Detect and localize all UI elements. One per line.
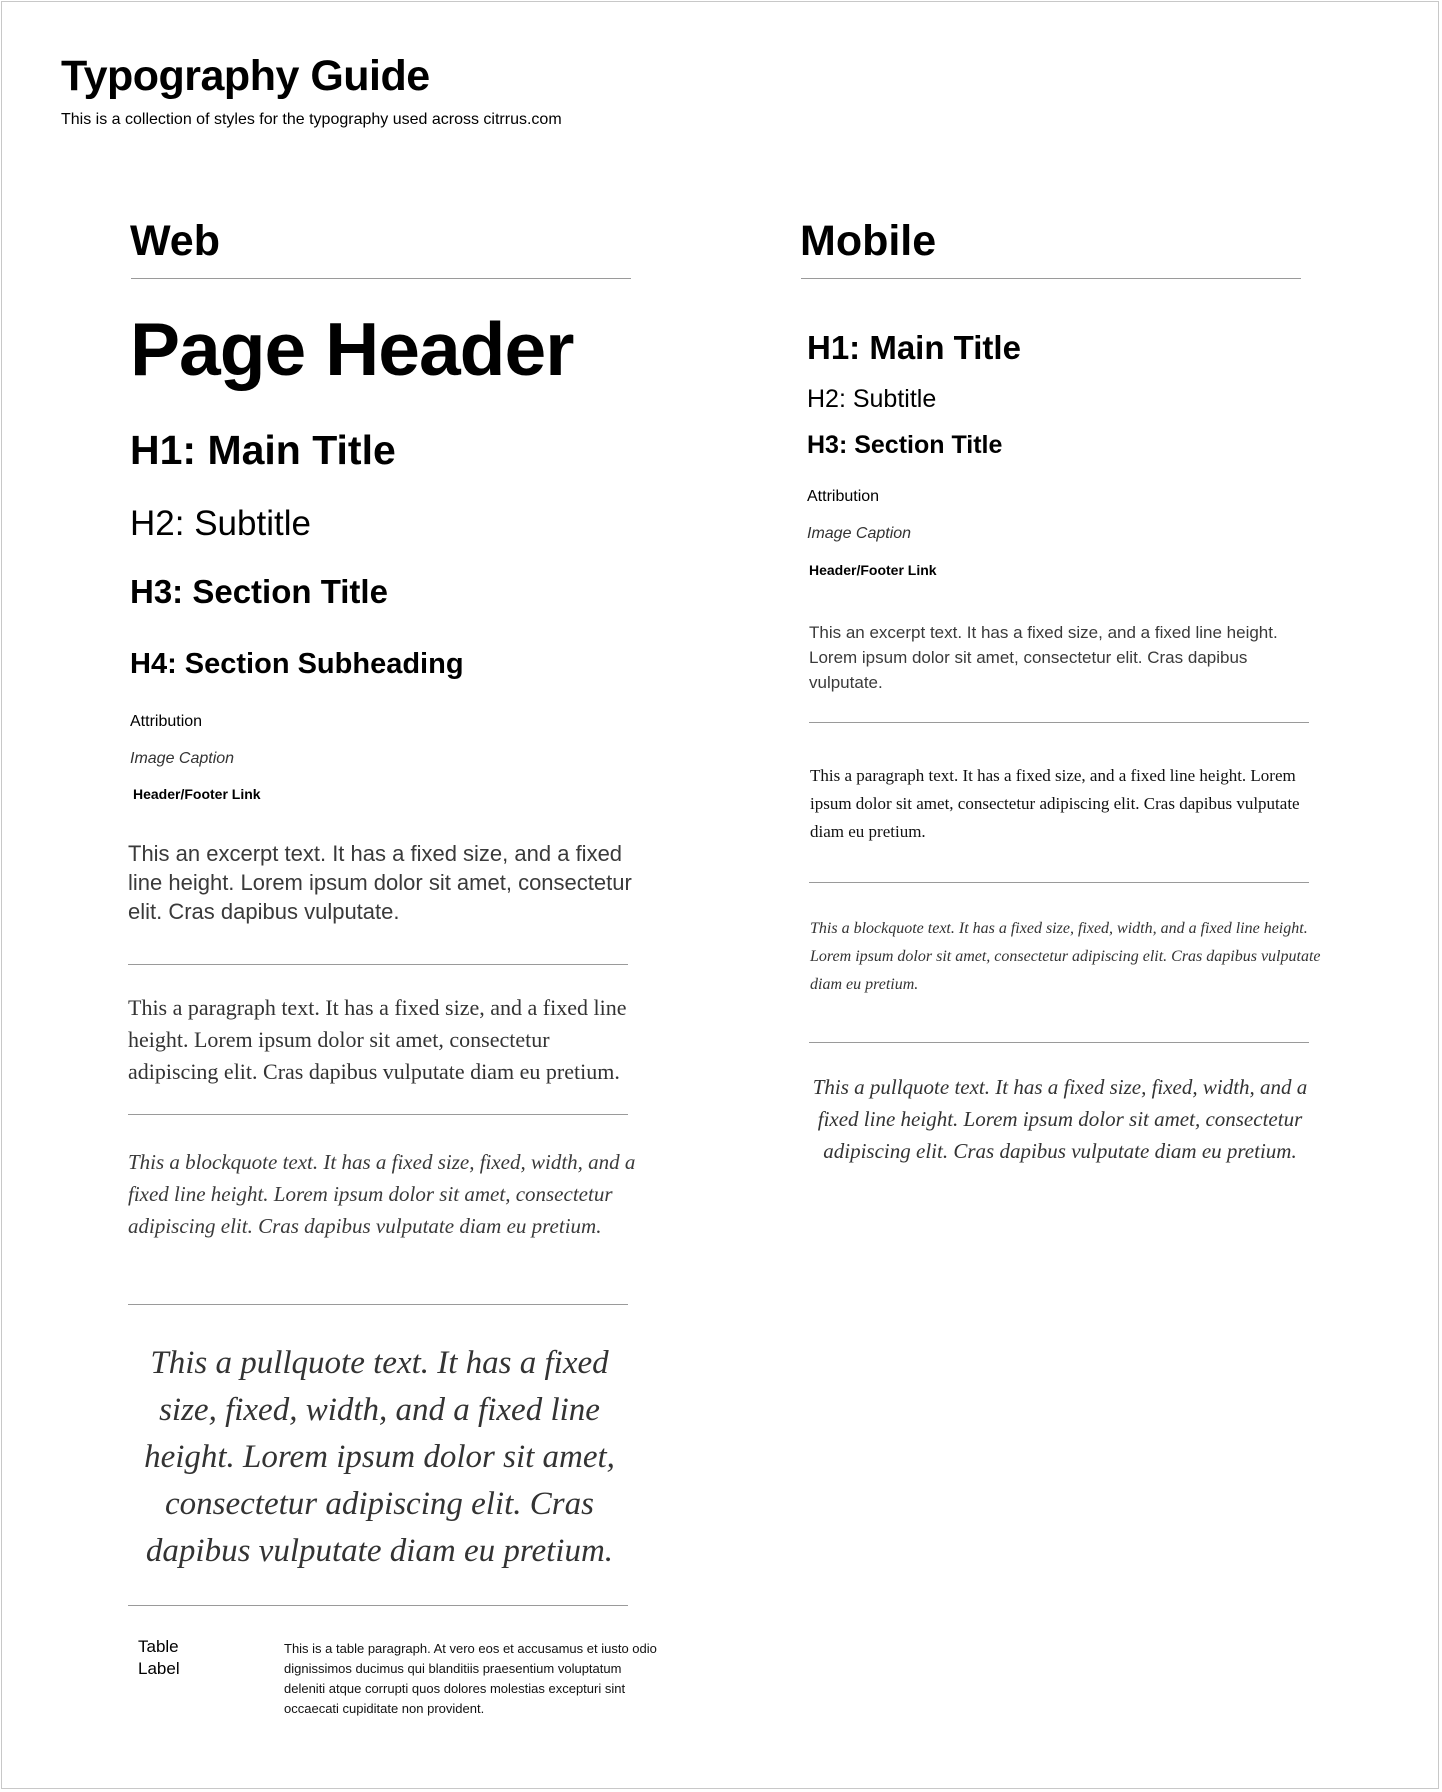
web-column-title: Web [130, 217, 220, 265]
mobile-column-title: Mobile [800, 217, 937, 265]
web-page-header-sample: Page Header [130, 307, 574, 391]
mobile-divider-3 [809, 1042, 1309, 1043]
mobile-h1-sample: H1: Main Title [807, 329, 1021, 366]
web-h1-sample: H1: Main Title [130, 427, 396, 473]
web-h3-sample: H3: Section Title [130, 573, 388, 610]
mobile-pullquote-sample: This a pullquote text. It has a fixed size, fixed, width, and a fixed line height. Lorem ipsum dolor sit amet, consectetur adipiscing elit. Cras dapibus vulputate diam eu pretium. [812, 1075, 1308, 1163]
web-title-divider [131, 278, 631, 279]
web-h2-sample: H2: Subtitle [130, 504, 311, 543]
web-table-paragraph-sample: This is a table paragraph. At vero eos et accusamus et iusto odio dignissimos ducimus qui blanditiis praesentium voluptatum deleniti atque corrupti quos dolores molestias excepturi sint occaecati cupiditate non provident. [284, 1641, 657, 1716]
web-excerpt-sample: This an excerpt text. It has a fixed size, and a fixed line height. Lorem ipsum dolor sit amet, consectetur elit. Cras dapibus vulputate. [128, 841, 632, 924]
guide-title: Typography Guide [61, 52, 430, 100]
mobile-h3-sample: H3: Section Title [807, 431, 1003, 459]
mobile-title-divider [801, 278, 1301, 279]
web-blockquote-sample: This a blockquote text. It has a fixed size, fixed, width, and a fixed line height. Lorem ipsum dolor sit amet, consectetur adipiscing elit. Cras dapibus vulputate diam eu pretium. [128, 1150, 636, 1238]
web-h4-sample: H4: Section Subheading [130, 648, 464, 680]
web-paragraph-sample: This a paragraph text. It has a fixed size, and a fixed line height. Lorem ipsum dolor sit amet, consectetur adipiscing elit. Cras dapibus vulputate diam eu pretium. [128, 995, 627, 1084]
web-image-caption-sample: Image Caption [130, 750, 235, 767]
web-table-label-sample: Table Label [138, 1637, 180, 1678]
web-attribution-sample: Attribution [130, 713, 203, 730]
mobile-divider-2 [809, 882, 1309, 883]
mobile-attribution-sample: Attribution [807, 488, 880, 505]
mobile-paragraph-sample: This a paragraph text. It has a fixed size, and a fixed line height. Lorem ipsum dolor sit amet, consectetur adipiscing elit. Cras dapibus vulputate diam eu pretium. [810, 766, 1300, 841]
mobile-excerpt-sample: This an excerpt text. It has a fixed size, and a fixed line height. Lorem ipsum dolor sit amet, consectetur elit. Cras dapibus vulputate. [809, 623, 1278, 692]
web-header-footer-link-sample[interactable]: Header/Footer Link [133, 786, 261, 802]
mobile-image-caption-sample: Image Caption [807, 525, 912, 542]
mobile-header-footer-link-sample[interactable]: Header/Footer Link [809, 562, 937, 578]
mobile-divider-1 [809, 722, 1309, 723]
guide-subtitle: This is a collection of styles for the typography used across citrrus.com [61, 111, 562, 128]
web-divider-1 [128, 964, 628, 965]
web-pullquote-sample: This a pullquote text. It has a fixed size, fixed, width, and a fixed line height. Lorem ipsum dolor sit amet, consectetur adipiscing elit. Cras dapibus vulputate diam eu pretium. [144, 1345, 615, 1569]
web-divider-3 [128, 1304, 628, 1305]
mobile-blockquote-sample: This a blockquote text. It has a fixed size, fixed, width, and a fixed line height. Lorem ipsum dolor sit amet, consectetur adipiscing elit. Cras dapibus vulputate diam eu pretium. [810, 920, 1321, 993]
mobile-h2-sample: H2: Subtitle [807, 385, 937, 413]
web-divider-4 [128, 1605, 628, 1606]
web-divider-2 [128, 1114, 628, 1115]
